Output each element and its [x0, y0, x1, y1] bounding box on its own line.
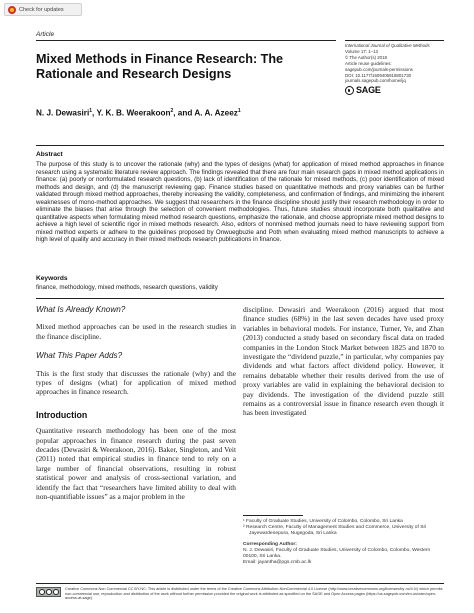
journal-line: sagepub.com/journals-permissions [345, 66, 413, 72]
corresponding-author-address: N. J. Dewasiri, Faculty of Graduate Studies, University of Colombo, Colombo, Western 00100, Sri Lanka. [243, 547, 431, 560]
update-icon [8, 6, 16, 14]
cc-circle-icon [39, 589, 45, 595]
author-list [36, 108, 356, 118]
author-affiliation-marker: 1 [237, 108, 241, 114]
header-rule-right [345, 40, 444, 41]
already-known-text: Mixed method approaches can be used in the research studies in the finance discipline. [36, 322, 236, 341]
license-block [36, 587, 444, 601]
author-name: Y. K. B. Weerakoon [96, 108, 171, 118]
introduction-heading: Introduction [36, 409, 88, 420]
article-title: Mixed Methods in Finance Research: The Rationale and Research Designs [36, 52, 284, 81]
journal-line: © The Author(s) 2018 [345, 54, 387, 60]
corresponding-author-email[interactable]: Email: jayantha@pgs.cmb.ac.lk [243, 560, 312, 566]
keywords-text: finance, methodology, mixed methods, research questions, validity [36, 284, 218, 291]
keywords-heading: Keywords [36, 275, 68, 282]
footnotes [243, 519, 444, 566]
introduction-text: Quantitative research methodology has been one of the most popular approaches in finance research during the past seven decades (Dewasiri & Weerakoon, 2016). Baker, Singleton, and Veit (2011) noted that empirical studies in finance tend to rely on a large number of financial observations, resulting in robust statistical power and analysis of cross-sectional variation, and identify the fact that “researchers have limited ability to deal with non-quantifiable issues” as a major problem in the [36, 426, 236, 502]
author-affiliation-marker: 1 [89, 108, 93, 114]
author-name: A. A. Azeez [194, 108, 238, 118]
journal-line: Article reuse guidelines: [345, 60, 392, 66]
journal-name: International Journal of Qualitative Methods [345, 43, 430, 48]
author-separator: , [92, 108, 97, 118]
nc-circle-icon [53, 589, 59, 595]
license-rule [36, 583, 444, 584]
author-affiliation-marker: 2 [170, 108, 174, 114]
cc-by-nc-icon [36, 587, 61, 597]
abstract-top-rule [36, 145, 444, 146]
license-text: Creative Commons Non Commercial CC BY-NC: This article is distributed under the terms of the Creative Commons Attribution-NonCommercial 4.0 License (http://www.creativecommons.org/licenses/by-nc/4.0/) which permits non-commercial use, reproduction and distribution of the work without further permission provided the original work is attributed as specified on the SAGE and Open Access pages (https://us.sagepub.com/en-us/nam/open-access-at-sage). [65, 587, 443, 601]
author-separator: , and [173, 108, 195, 118]
corresponding-author-heading: Corresponding Author: [243, 541, 297, 547]
abstract-bottom-rule [36, 298, 444, 299]
header-rule-left [36, 40, 336, 41]
journal-metadata [345, 43, 445, 95]
by-circle-icon [46, 589, 52, 595]
affiliation-footnote: ¹ Faculty of Graduate Studies, University of Colombo, Colombo, Sri Lanka [243, 519, 403, 524]
article-type-label: Article [36, 31, 55, 38]
paper-adds-heading: What This Paper Adds? [36, 351, 123, 361]
already-known-heading: What Is Already Known? [36, 305, 126, 314]
journal-line: journals.sagepub.com/home/ijq [345, 78, 406, 84]
abstract-text: The purpose of this study is to uncover the rationale (why) and the types of designs (what) for application of mixed method approaches in finance research using a systematic literature review approach. The findings revealed that there are four main research gaps in mixed method applications in finance: (a) poorly or nonformulated research questions, (b) lack of identification of the rationale for mixed methods, (c) poor identification of mixed methods and design, and (d) the manuscript reviewing gap. Finance studies based on quantitative methods and proxy variables can be further validated through mixed method approaches, thereby increasing the validity, completeness, and confirmation of findings, and minimizing the inherent weaknesses of mono-method approaches. We suggest that researchers in the finance discipline should justify their research methodology in order to eliminate the biases that arise through the selection of convenient methodologies. Thus, future studies should incorporate both qualitative and quantitative aspects when formulating mixed method research questions, emphasize the rationale, and choose appropriate mixed method designs to achieve a high level of scientific rigor in mixed methods research. Also, editors of nonmixed method journals need to have reviewing support from mixed method experts or adhere to the guidelines proposed by Onwuegbuzie and Poth when evaluating mixed method manuscripts to achieve a high level of quality and accuracy in their mixed methods research publications in finance. [36, 161, 444, 243]
journal-line: Volume 17: 1–13 [345, 48, 378, 54]
left-column [36, 305, 236, 502]
journal-line: DOI: 10.1177/1609406918801730 [345, 72, 412, 78]
paper-adds-text: This is the first study that discusses the rationale (why) and the types of designs (what) for application of mixed method approaches in finance research. [36, 368, 236, 397]
right-column [243, 305, 444, 418]
footnote-rule [243, 515, 303, 516]
sage-logo [345, 86, 445, 95]
sage-logo-icon [345, 86, 354, 95]
abstract-heading: Abstract [36, 151, 63, 158]
check-for-updates-badge[interactable] [4, 3, 82, 16]
affiliation-footnote: ² Research Centre, Faculty of Management Studies and Commerce, University of Sri Jayewardenepura, Nugegoda, Sri Lanka [243, 525, 427, 537]
sage-logo-text: SAGE [356, 84, 381, 95]
author-name: N. J. Dewasiri [36, 108, 90, 118]
right-column-text: discipline. Dewasiri and Weerakoon (2016) argued that most finance studies (68%) in the last seven decades have used proxy variables in behavioral models. For instance, Turner, Ye, and Zhan (2013) conducted a study based on secondary fiscal data on traded companies in the London Stock Market between 1825 and 1870 to investigate the “dividend puzzle,” in particular, why companies pay dividends and what factors affect dividend policy. However, it remains debatable whether their results derived from the use of proxy variables are valid in explaining the behavioral decision to pay dividends. The investigation of the dividend puzzle still remains as a controversial issue in finance research even though it has been investigated [243, 305, 444, 418]
check-for-updates-label: Check for updates [19, 6, 64, 13]
